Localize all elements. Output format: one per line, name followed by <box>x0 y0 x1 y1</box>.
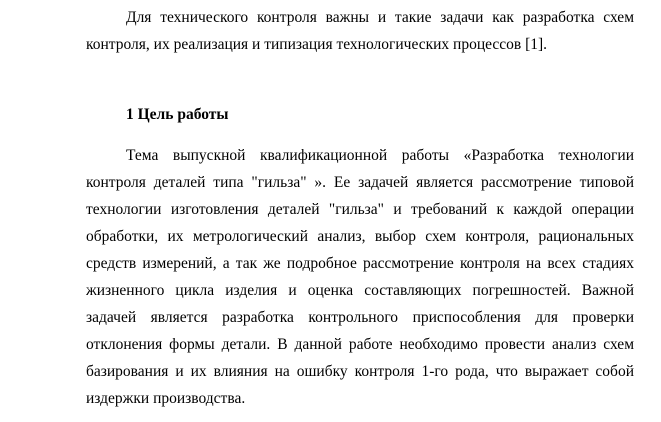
main-line: жизненного цикла изделия и оценка составляющих погрешностей. Важной <box>86 282 634 299</box>
main-line: базирования и их влияния на ошибку контроля 1-го рода, что выражает собой <box>86 363 634 380</box>
section-heading: 1 Цель работы <box>126 106 229 123</box>
intro-line: контроля, их реализация и типизация технологических процессов [1]. <box>86 36 548 53</box>
main-line: контроля деталей типа "гильза" ». Ее задачей является рассмотрение типовой <box>86 174 634 191</box>
main-line: задачей является разработка контрольного приспособления для проверки <box>86 309 634 326</box>
main-line: отклонения формы детали. В данной работе необходимо провести анализ схем <box>86 336 634 353</box>
main-line: издержки производства. <box>86 390 246 407</box>
intro-paragraph <box>86 4 634 58</box>
main-line: обработки, их метрологический анализ, выбор схем контроля, рациональных <box>86 228 634 245</box>
main-paragraph <box>86 142 634 412</box>
intro-line: Для технического контроля важны и такие задачи как разработка схем <box>126 9 634 26</box>
main-line: Тема выпускной квалификационной работы «Разработка технологии <box>126 147 634 164</box>
main-line: технологии изготовления деталей "гильза" и требований к каждой операции <box>86 201 634 218</box>
main-line: средств измерений, а так же подробное рассмотрение контроля на всех стадиях <box>86 255 634 272</box>
